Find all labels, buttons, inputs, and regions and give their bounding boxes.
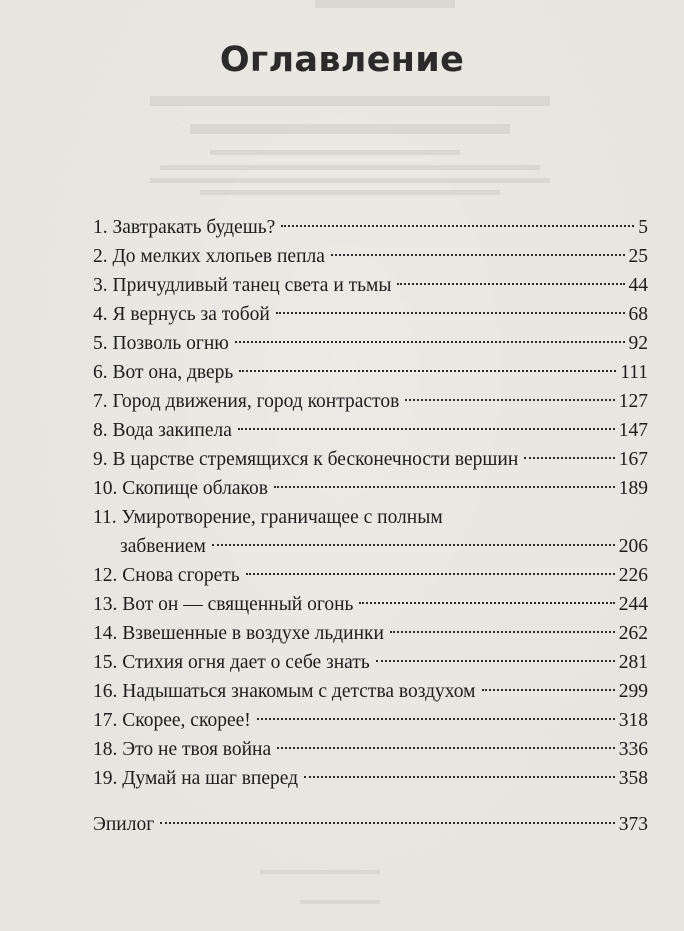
toc-entry-page: 358	[618, 768, 648, 789]
dot-leader	[359, 602, 614, 604]
toc-entry	[93, 329, 648, 358]
toc-entry	[93, 561, 648, 590]
toc-entry-page: 44	[628, 275, 648, 296]
toc-entry	[93, 590, 648, 619]
toc-entry-title: 10. Скопище облаков	[93, 478, 268, 499]
toc-entry-page: 318	[618, 710, 648, 731]
toc-entry-title-line2: забвением	[120, 536, 206, 557]
toc-entry	[93, 445, 648, 474]
toc-entry-title: 14. Взвешенные в воздухе льдинки	[93, 623, 384, 644]
dot-leader	[238, 428, 615, 430]
toc-entry-page: 147	[618, 420, 648, 441]
toc-entry-epilogue	[93, 810, 648, 839]
toc-entry-title: 6. Вот она, дверь	[93, 362, 234, 383]
toc-entry-page: 189	[618, 478, 648, 499]
toc-entry-title: 8. Вода закипела	[93, 420, 232, 441]
toc-entry	[93, 677, 648, 706]
toc-entry	[93, 242, 648, 271]
dot-leader	[277, 747, 615, 749]
toc-entry-title: 16. Надышаться знакомым с детства воздухом	[93, 681, 476, 702]
dot-leader	[212, 544, 615, 546]
table-of-contents	[93, 213, 648, 839]
dot-leader	[239, 370, 616, 372]
toc-entry	[93, 648, 648, 677]
toc-entry-title: Эпилог	[93, 814, 155, 835]
toc-entry-page: 336	[618, 739, 648, 760]
dot-leader	[257, 718, 615, 720]
dot-leader	[397, 283, 624, 285]
toc-entry-page: 5	[638, 217, 648, 238]
dot-leader	[276, 312, 625, 314]
toc-entry-page: 68	[628, 304, 648, 325]
dot-leader	[405, 399, 614, 401]
toc-entry-page: 299	[618, 681, 648, 702]
toc-entry-page: 373	[618, 814, 648, 835]
dot-leader	[482, 689, 615, 691]
page-title: Оглавление	[219, 40, 465, 80]
dot-leader	[331, 254, 625, 256]
dot-leader	[281, 225, 634, 227]
toc-entry	[93, 271, 648, 300]
dot-leader	[390, 631, 615, 633]
toc-entry-second-line	[93, 532, 648, 561]
toc-entry	[93, 300, 648, 329]
toc-entry-title: 7. Город движения, город контрастов	[93, 391, 400, 412]
toc-entry	[93, 619, 648, 648]
toc-entry	[93, 474, 648, 503]
toc-entry-page: 281	[618, 652, 648, 673]
toc-entry	[93, 358, 648, 387]
toc-entry-title: 19. Думай на шаг вперед	[93, 768, 299, 789]
dot-leader	[274, 486, 615, 488]
toc-entry	[93, 416, 648, 445]
toc-entry-title-line1: 11. Умиротворение, граничащее с полным	[93, 507, 443, 528]
dot-leader	[235, 341, 625, 343]
toc-entry	[93, 706, 648, 735]
toc-entry	[93, 735, 648, 764]
dot-leader	[246, 573, 615, 575]
dot-leader	[304, 776, 615, 778]
toc-entry-first-line	[93, 503, 648, 532]
toc-entry-title: 1. Завтракать будешь?	[93, 217, 276, 238]
toc-entry-title: 5. Позволь огню	[93, 333, 229, 354]
toc-entry-title: 4. Я вернусь за тобой	[93, 304, 270, 325]
toc-entry-page: 167	[618, 449, 648, 470]
dot-leader	[160, 822, 615, 824]
toc-entry-title: 15. Стихия огня дает о себе знать	[93, 652, 370, 673]
toc-entry-page: 226	[618, 565, 648, 586]
toc-entry-page: 92	[628, 333, 648, 354]
toc-entry	[93, 213, 648, 242]
toc-entry-page: 244	[618, 594, 648, 615]
dot-leader	[376, 660, 615, 662]
toc-entry-title: 17. Скорее, скорее!	[93, 710, 251, 731]
toc-entry-title: 9. В царстве стремящихся к бесконечности вершин	[93, 449, 519, 470]
toc-entry-title: 12. Снова сгореть	[93, 565, 240, 586]
toc-entry	[93, 764, 648, 793]
toc-entry	[93, 387, 648, 416]
toc-entry-page: 127	[618, 391, 648, 412]
dot-leader	[524, 457, 614, 459]
toc-entry-page: 262	[618, 623, 648, 644]
toc-entry-page: 206	[618, 536, 648, 557]
toc-entry-title: 13. Вот он — священный огонь	[93, 594, 354, 615]
toc-entry-page: 111	[620, 362, 648, 383]
toc-entry-title: 3. Причудливый танец света и тьмы	[93, 275, 392, 296]
toc-entry-page: 25	[628, 246, 648, 267]
toc-entry-title: 18. Это не твоя война	[93, 739, 272, 760]
toc-entry-title: 2. До мелких хлопьев пепла	[93, 246, 325, 267]
